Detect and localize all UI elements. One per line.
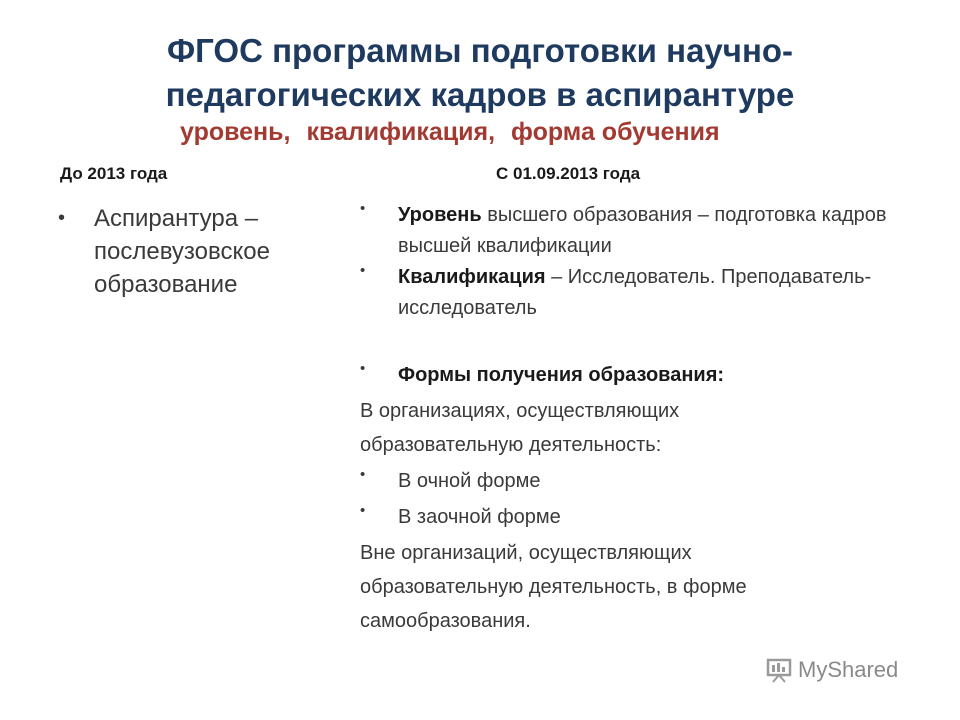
qualification-text: – Исследователь. Преподаватель-исследователь xyxy=(398,266,872,319)
slide-subtitle xyxy=(180,118,729,147)
title-line-1: ФГОС программы подготовки научно- xyxy=(166,32,794,69)
para-in-organizations: В организациях, осуществляющих xyxy=(360,400,680,422)
level-strong: Уровень xyxy=(398,204,482,226)
myshared-logo xyxy=(766,657,898,683)
level-text: высшего образования – подготовка кадров высшей квалификации xyxy=(398,204,887,257)
para-educational-activity: образовательную деятельность: xyxy=(360,434,662,456)
subtitle-form: форма обучения xyxy=(511,118,720,146)
bullet-icon: • xyxy=(360,200,366,217)
qualification-strong: Квалификация xyxy=(398,266,546,288)
forms-strong: Формы получения образования: xyxy=(398,364,725,386)
para-outside-organizations: Вне организаций, осуществляющих xyxy=(360,542,692,564)
logo-text: MyShared xyxy=(798,657,899,682)
presentation-board-icon xyxy=(766,657,792,683)
bullet-icon: • xyxy=(360,466,366,483)
right-column-heading: С 01.09.2013 года xyxy=(496,164,641,183)
subtitle-qualification: квалификация, xyxy=(306,118,496,146)
para-activity-form: образовательную деятельность, в форме xyxy=(360,576,747,598)
bullet-icon: • xyxy=(360,360,366,377)
bullet-icon: • xyxy=(360,262,366,279)
title-line-2: педагогических кадров в аспирантуре xyxy=(165,76,795,113)
full-time-text: В очной форме xyxy=(398,470,541,492)
bullet-icon: • xyxy=(360,502,366,519)
left-bullet-text: Аспирантура – послевузовское образование xyxy=(94,205,270,298)
para-self-education: самообразования. xyxy=(360,610,531,632)
correspondence-text: В заочной форме xyxy=(398,506,561,528)
slide-title xyxy=(0,28,960,118)
subtitle-level: уровень, xyxy=(180,118,291,146)
left-column-heading: До 2013 года xyxy=(60,164,168,183)
bullet-icon: • xyxy=(58,207,66,229)
